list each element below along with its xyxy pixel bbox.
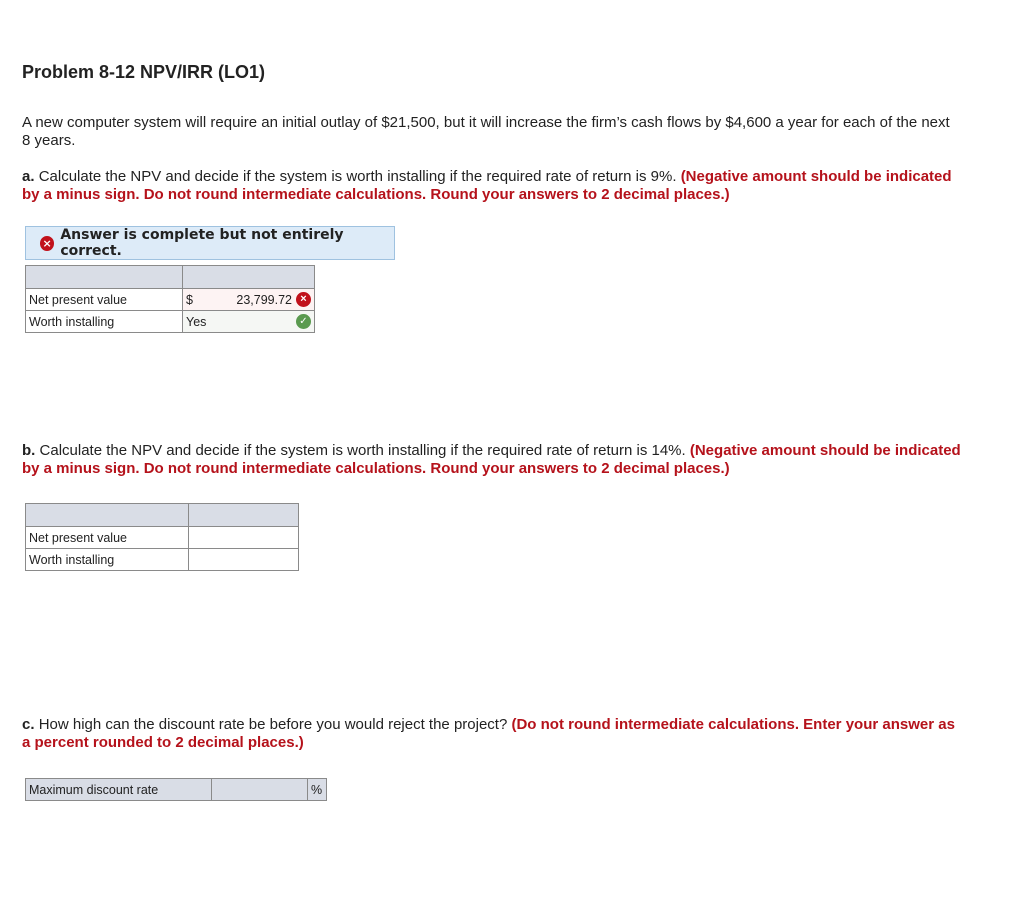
- correct-icon: ✓: [296, 314, 311, 329]
- currency-symbol: $: [186, 292, 193, 307]
- worth-installing-value: Yes: [186, 314, 207, 329]
- answer-status-banner: [25, 226, 395, 260]
- npv-answer-cell[interactable]: [183, 289, 315, 311]
- part-a-question: [22, 168, 962, 204]
- npv-value: 23,799.72: [236, 292, 292, 307]
- table-row: [26, 527, 299, 549]
- row-label: Worth installing: [26, 311, 183, 333]
- part-c-text: How high can the discount rate be before you would reject the project?: [38, 716, 508, 733]
- part-a-table: [25, 265, 315, 333]
- table-row: [26, 289, 315, 311]
- part-b-instructions: (Negative amount should be indicated by a minus sign. Do not round intermediate calculations. Round your answers to 2 decimal places.): [22, 442, 961, 477]
- row-label: Maximum discount rate: [26, 779, 212, 801]
- part-c-instructions: (Do not round intermediate calculations. Enter your answer as a percent rounded to 2 decimal places.): [22, 716, 955, 751]
- part-b-table: [25, 503, 299, 571]
- part-c-label: c.: [22, 716, 35, 733]
- row-label: Worth installing: [26, 549, 189, 571]
- banner-text: Answer is complete but not entirely correct.: [60, 227, 344, 259]
- incorrect-icon: ×: [40, 236, 54, 251]
- table-row: [26, 779, 327, 801]
- percent-unit: %: [308, 779, 327, 801]
- part-a-text: Calculate the NPV and decide if the system is worth installing if the required rate of return is 9%.: [38, 168, 677, 185]
- part-b-label: b.: [22, 442, 36, 459]
- row-label: Net present value: [26, 289, 183, 311]
- table-row: [26, 311, 315, 333]
- worth-installing-select[interactable]: [189, 549, 299, 571]
- part-b-text: Calculate the NPV and decide if the system is worth installing if the required rate of return is 14%.: [39, 442, 686, 459]
- part-c-question: [22, 716, 962, 752]
- discount-rate-input[interactable]: [212, 779, 308, 801]
- row-label: Net present value: [26, 527, 189, 549]
- part-b-question: [22, 442, 962, 478]
- table-row: [26, 549, 299, 571]
- part-a-instructions: (Negative amount should be indicated by a minus sign. Do not round intermediate calculations. Round your answers to 2 decimal places.): [22, 168, 952, 203]
- problem-title: Problem 8-12 NPV/IRR (LO1): [22, 62, 266, 82]
- incorrect-icon: ×: [296, 292, 311, 307]
- part-a-label: a.: [22, 168, 35, 185]
- worth-installing-cell[interactable]: [183, 311, 315, 333]
- problem-intro: A new computer system will require an initial outlay of $21,500, but it will increase the firm’s cash flows by $4,600 a year for each of the next 8 years.: [22, 114, 950, 149]
- part-c-table: [25, 778, 327, 801]
- npv-input[interactable]: [189, 527, 299, 549]
